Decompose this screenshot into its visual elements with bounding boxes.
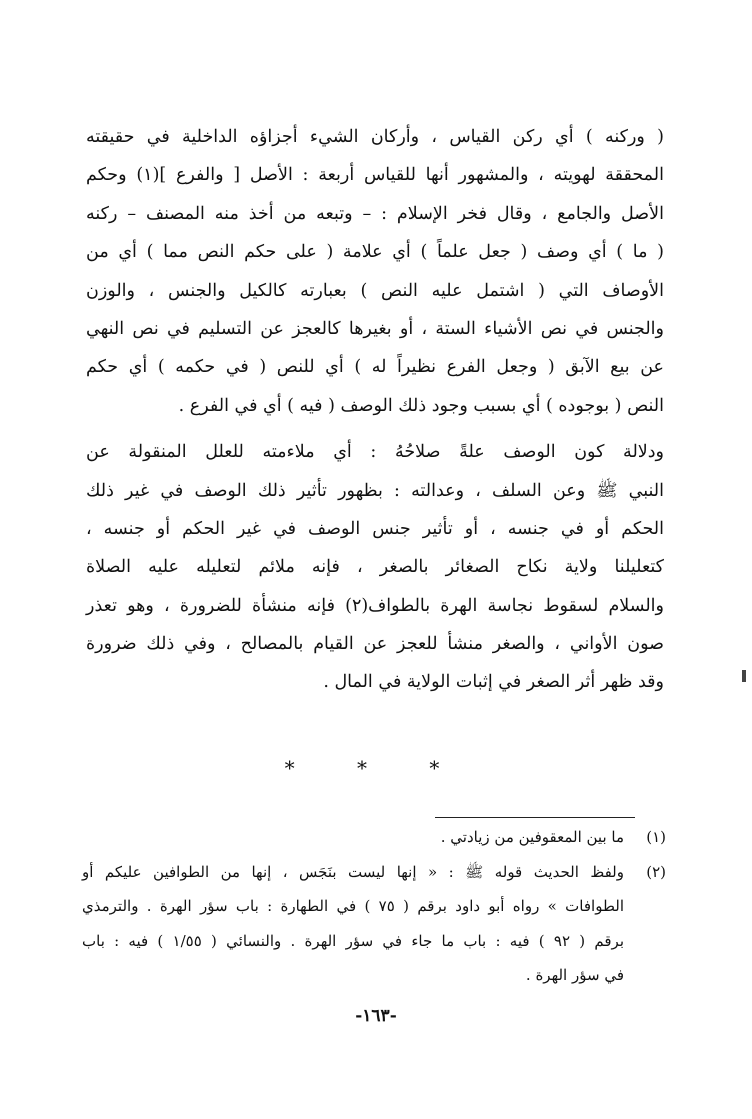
text-line: كتعليلنا ولاية نكاح الصغائر بالصغر ، فإنه ملائم لتعليله عليه الصلاة	[86, 557, 664, 578]
footnote-number: (١)	[646, 828, 666, 846]
text-line: والجنس في نص الأشياء الستة ، أو بغيرها كالعجز عن التسليم في نص النهي	[86, 318, 664, 339]
footnote-line: في سؤر الهرة .	[525, 966, 624, 984]
text-line: المحققة لهويته ، والمشهور أنها للقياس أربعة : الأصل [ والفرع ](١) وحكم	[86, 165, 664, 186]
scan-edge-mark	[742, 670, 746, 682]
footnote-divider	[435, 817, 635, 818]
footnote-1	[82, 820, 666, 855]
text-line: الحكم أو في جنسه ، أو تأثير جنس الوصف في غير الحكم أو جنسه ،	[86, 518, 664, 539]
text-line: ودلالة كون الوصف علةً صلاحُهُ : أي ملاءمته للعلل المنقولة عن	[86, 442, 664, 463]
footnote-body	[82, 855, 624, 993]
text-line: الأصل والجامع ، وقال فخر الإسلام : – وتبعه من أخذ منه المصنف – ركنه	[86, 203, 664, 224]
footnote-line: الطوافات » رواه أبو داود برقم ( ٧٥ ) في الطهارة : باب سؤر الهرة . والترمذي	[82, 897, 624, 915]
text-line: النص ( بوجوده ) أي بسبب وجود ذلك الوصف ( فيه ) أي في الفرع .	[178, 395, 664, 416]
text-line: الأوصاف التي ( اشتمل عليه النص ) بعبارته كالكيل والجنس ، والوزن	[86, 280, 664, 301]
footnote-2	[82, 855, 666, 993]
text-line: عن بيع الآبق ( وجعل الفرع نظيراً له ) أي للنص ( في حكمه ) أي حكم	[86, 357, 664, 378]
section-separator: * * *	[284, 756, 468, 780]
paragraph-gap	[86, 425, 664, 433]
paragraph-1	[86, 118, 664, 425]
text-line: وقد ظهر أثر الصغر في إثبات الولاية في المال .	[323, 672, 664, 693]
footnotes	[82, 820, 666, 993]
text-line: والسلام لسقوط نجاسة الهرة بالطواف(٢) فإنه منشأة للضرورة ، وهو تعذر	[86, 595, 664, 616]
text-line: النبي ﷺ وعن السلف ، وعدالته : بظهور تأثير ذلك الوصف في غير ذلك	[86, 480, 664, 501]
page-number: -١٦٣-	[355, 1006, 397, 1026]
main-text	[86, 118, 664, 702]
footnote-line: برقم ( ٩٢ ) فيه : باب ما جاء في سؤر الهرة . والنسائي ( ١/٥٥ ) فيه : باب	[82, 931, 624, 950]
text-line: ( ما ) أي وصف ( جعل علماً ) أي علامة ( على حكم النص مما ) أي من	[86, 242, 664, 263]
paragraph-2	[86, 433, 664, 702]
footnote-number: (٢)	[646, 862, 666, 881]
footnote-line: ولفظ الحديث قوله ﷺ : « إنها ليست بنَجَس ، إنها من الطوافين عليكم أو	[82, 862, 624, 881]
text-line: صون الأواني ، والصغر منشأ للعجز عن القيام بالمصالح ، وفي ذلك ضرورة	[86, 634, 664, 655]
footnote-body	[82, 820, 624, 855]
text-line: ( وركنه ) أي ركن القياس ، وأركان الشيء أجزاؤه الداخلية في حقيقته	[86, 127, 664, 147]
footnote-line: ما بين المعقوفين من زيادتي .	[440, 828, 624, 846]
